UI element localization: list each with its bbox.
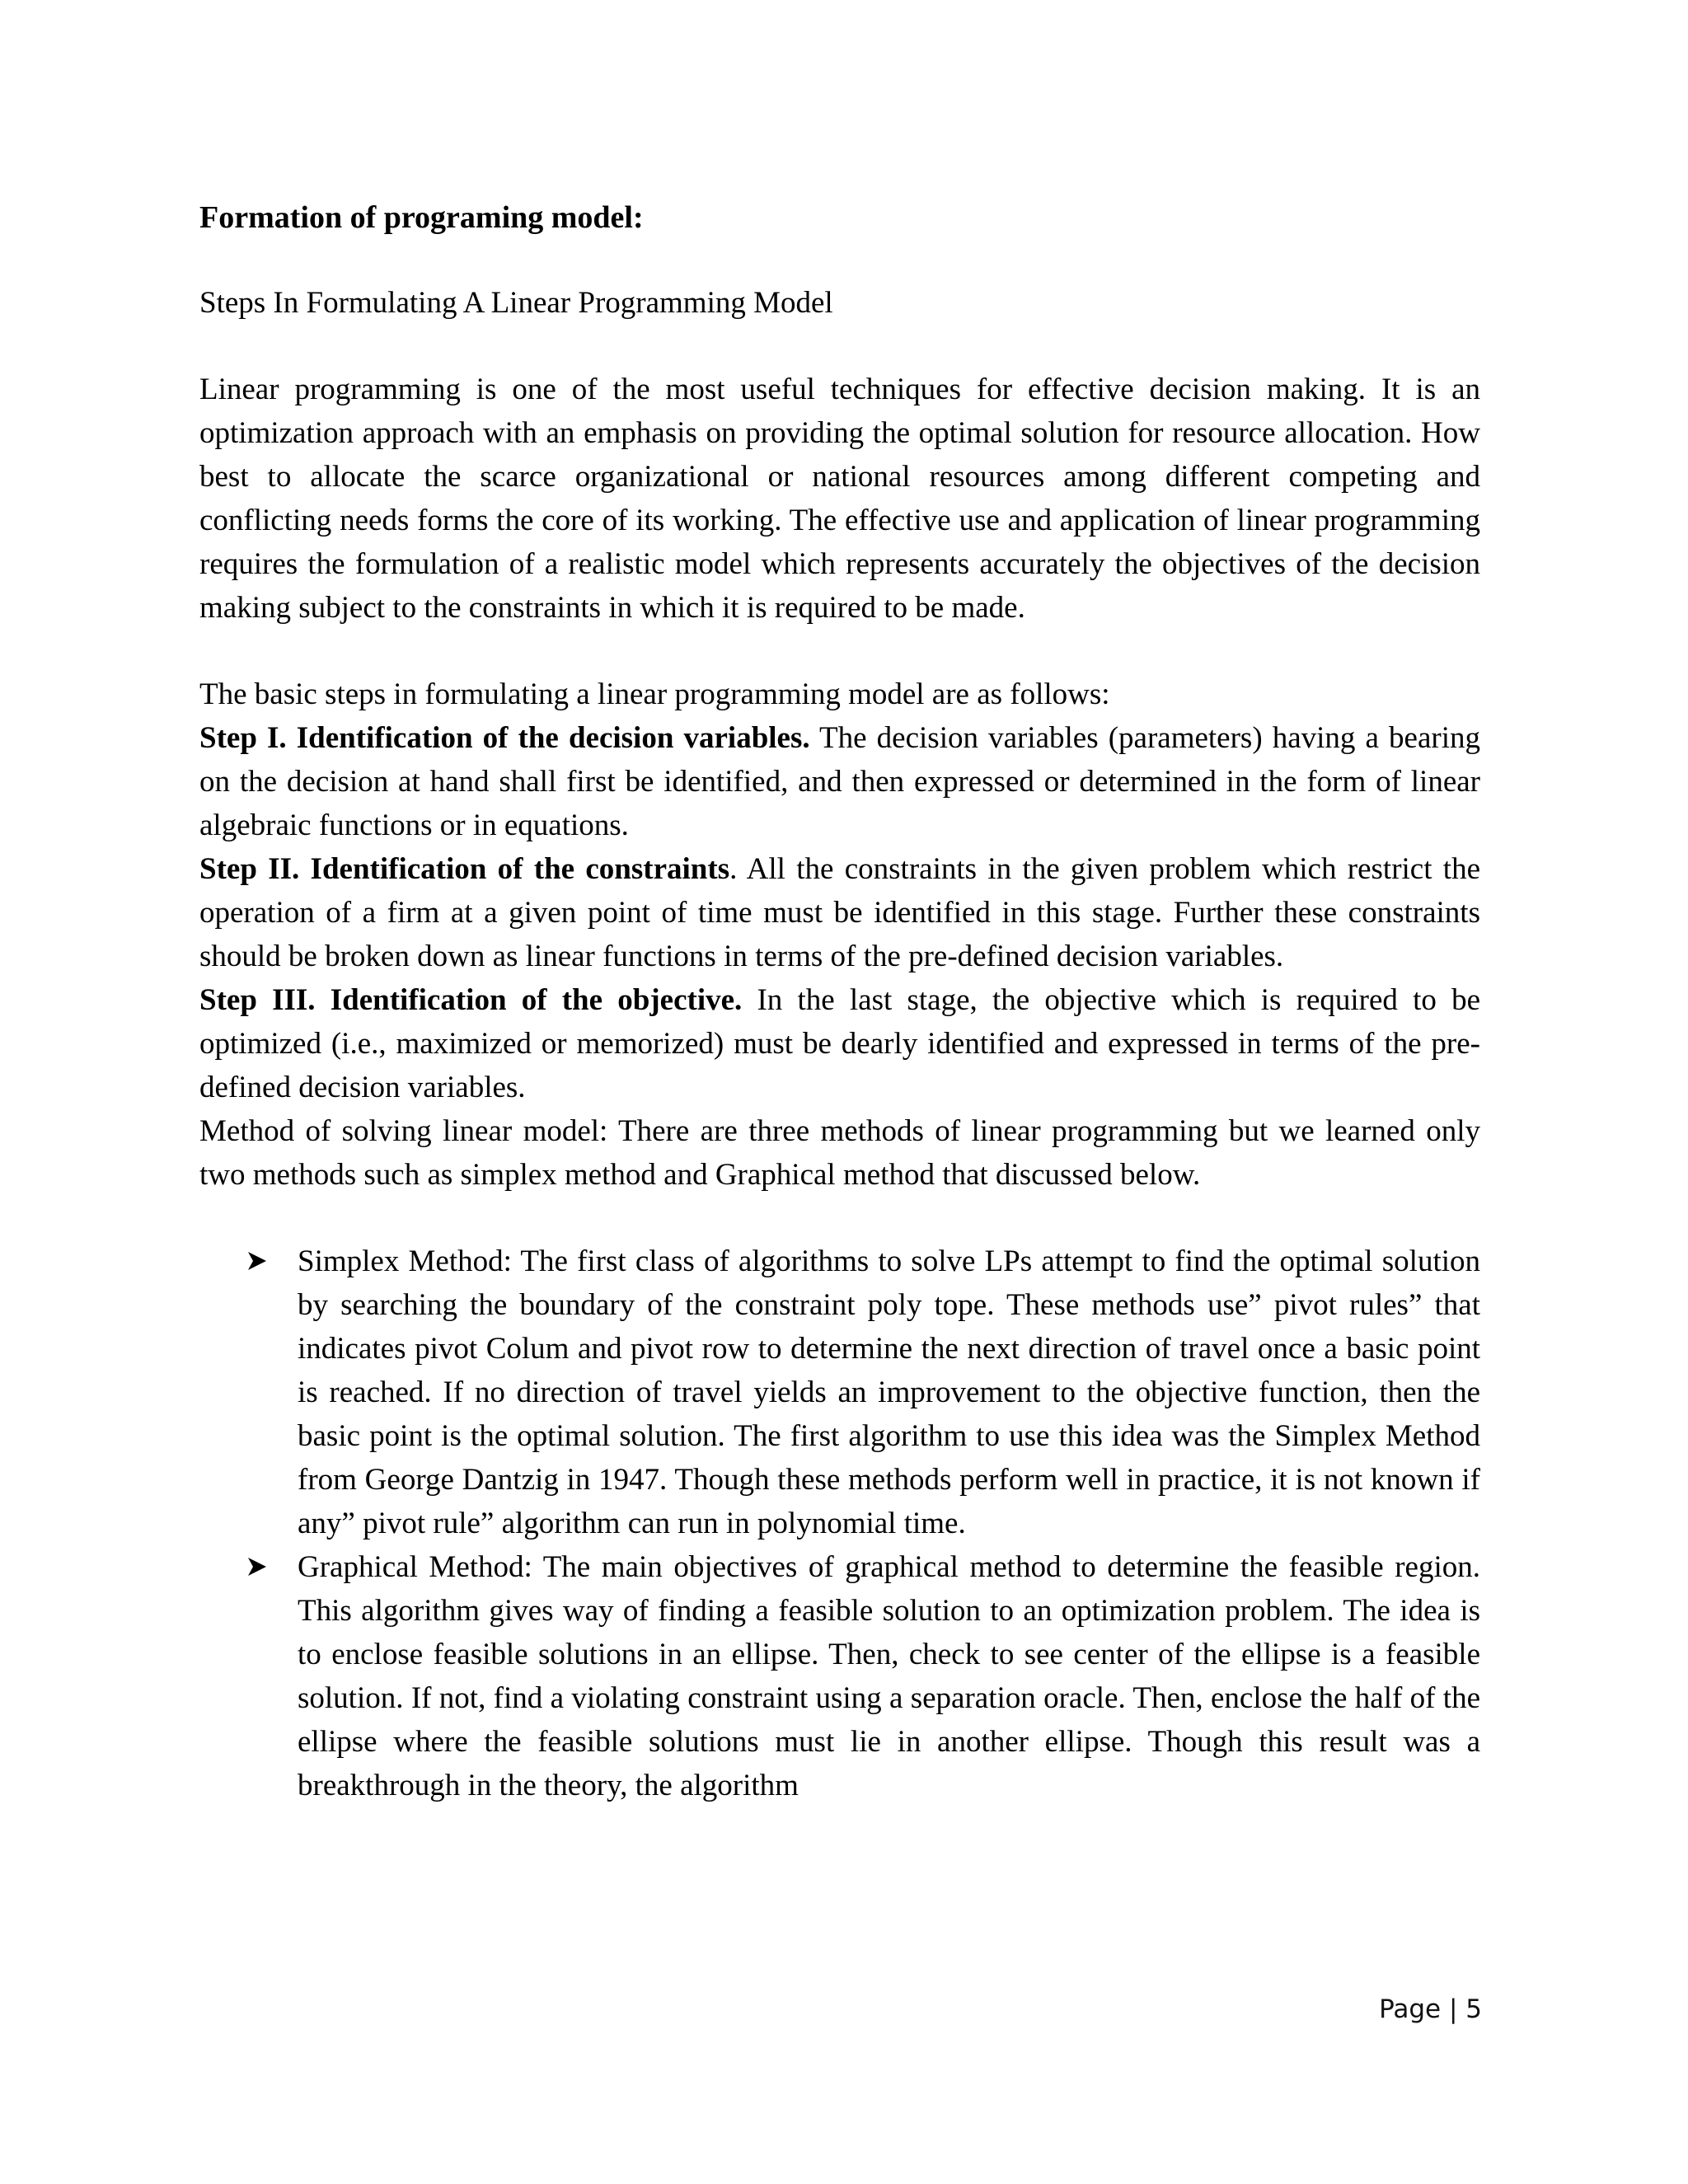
step-2-paragraph [199, 847, 1480, 978]
method-paragraph: Method of solving linear model: There are three methods of linear programming but we learned only two methods such as simplex method and Graphical method that discussed below. [199, 1114, 1480, 1192]
step-3-text: In the last stage, the objective which is required to be optimized (i.e., maximized or memorized) must be dearly identified and expressed in terms of the pre-defined decision variables. [199, 983, 1480, 1104]
arrowhead-bullet-icon [247, 1251, 267, 1271]
step-1-paragraph [199, 716, 1480, 847]
steps-intro: The basic steps in formulating a linear programming model are as follows: [199, 677, 1110, 711]
step-1-label: Step I. Identification of the decision variables. [199, 721, 810, 755]
graphical-method-text: Graphical Method: The main objectives of graphical method to determine the feasible region. This algorithm gives way of finding a feasible solution to an optimization problem. The idea is to enclose feasible solutions in an ellipse. Then, check to see center of the ellipse is a feasible solution. If not, find a violating constraint using a separation oracle. Then, enclose the half of the ellipse where the feasible solutions must lie in another ellipse. Though this result was a breakthrough in the theory, the algorithm [298, 1550, 1480, 1802]
step-2-text: . All the constraints in the given problem which restrict the operation of a firm at a given point of time must be identified in this stage. Further these constraints should be broken down as linear functions in terms of the pre-defined decision variables. [199, 852, 1480, 973]
page-number: Page | 5 [1379, 1994, 1482, 2024]
section-heading: Formation of programing model: [199, 200, 644, 235]
step-2-label: Step II. Identification of the constraints [199, 852, 730, 886]
list-item-graphical [199, 1545, 1480, 1807]
list-item-simplex [199, 1240, 1480, 1545]
arrowhead-bullet-icon [247, 1557, 267, 1577]
methods-list [199, 1240, 1480, 1807]
section-subtitle: Steps In Formulating A Linear Programming Model [199, 286, 833, 320]
simplex-method-text: Simplex Method: The first class of algorithms to solve LPs attempt to find the optimal solution by searching the boundary of the constraint poly tope. These methods use” pivot rules” that indicates pivot Colum and pivot row to determine the next direction of travel once a basic point is reached. If no direction of travel yields an improvement to the objective function, then the basic point is the optimal solution. The first algorithm to use this idea was the Simplex Method from George Dantzig in 1947. Though these methods perform well in practice, it is not known if any” pivot rule” algorithm can run in polynomial time. [298, 1244, 1480, 1540]
page-content [199, 196, 1480, 1807]
intro-paragraph: Linear programming is one of the most useful techniques for effective decision making. It is an optimization approach with an emphasis on providing the optimal solution for resource allocation. How best to allocate the scarce organizational or national resources among different competing and conflicting needs forms the core of its working. The effective use and application of linear programming requires the formulation of a realistic model which represents accurately the objectives of the decision making subject to the constraints in which it is required to be made. [199, 373, 1480, 625]
step-3-label: Step III. Identification of the objective. [199, 983, 743, 1017]
step-3-paragraph [199, 978, 1480, 1109]
step-1-text: The decision variables (parameters) having a bearing on the decision at hand shall first be identified, and then expressed or determined in the form of linear algebraic functions or in equations. [199, 721, 1480, 842]
